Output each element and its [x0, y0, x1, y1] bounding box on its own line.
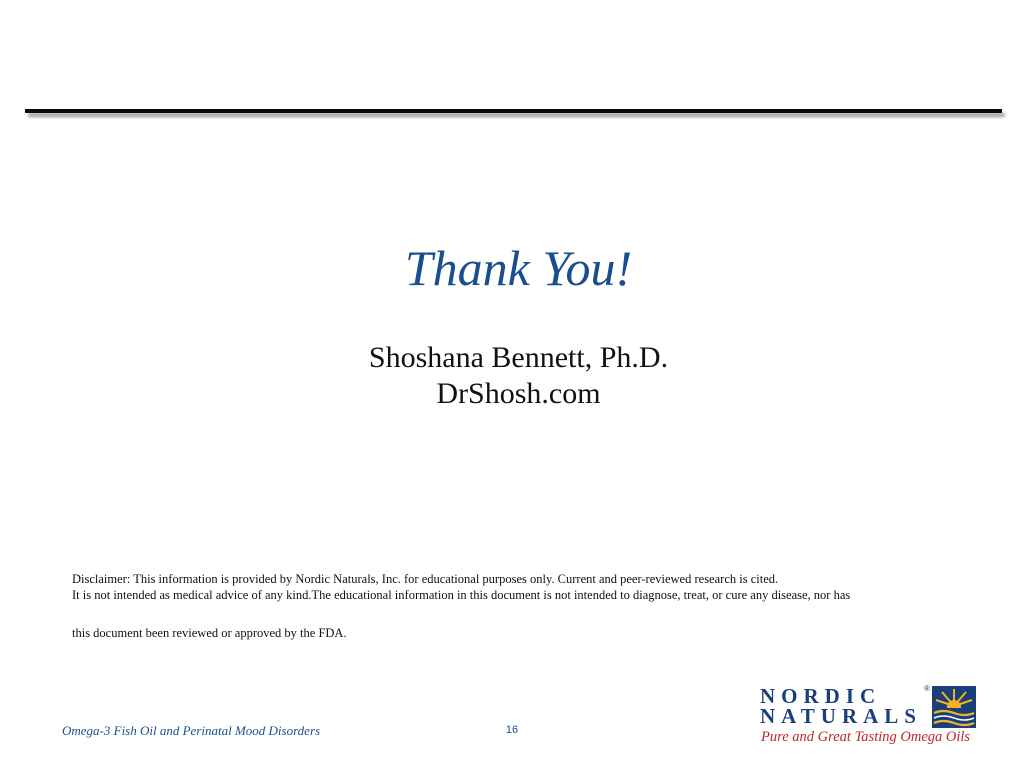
sun-over-sea-icon — [932, 686, 976, 728]
disclaimer — [72, 571, 982, 641]
registered-mark: ® — [924, 684, 930, 693]
presenter-website: DrShosh.com — [436, 377, 601, 410]
presenter-name: Shoshana Bennett, Ph.D. — [368, 341, 669, 374]
nordic-naturals-logo — [756, 684, 978, 748]
logo-word-nordic: NORDIC — [760, 684, 882, 708]
disclaimer-line-2: It is not intended as medical advice of any kind.The educational information in this document is not intended to diagnose, treat, or cure any disease, nor has — [72, 588, 851, 602]
logo-word-naturals: NATURALS — [760, 704, 922, 728]
presenter-block — [0, 340, 1024, 412]
slide-title: Thank You! — [404, 240, 633, 296]
page-number: 16 — [505, 724, 519, 736]
disclaimer-line-3: this document been reviewed or approved by the FDA. — [72, 626, 347, 640]
footer-presentation-title: Omega-3 Fish Oil and Perinatal Mood Disorders — [62, 723, 321, 738]
logo-tagline: Pure and Great Tasting Omega Oils — [761, 729, 971, 745]
disclaimer-line-1: Disclaimer: This information is provided by Nordic Naturals, Inc. for educational purposes only. Current and peer-reviewed research is cited. — [72, 572, 779, 586]
header-divider — [25, 109, 1002, 113]
